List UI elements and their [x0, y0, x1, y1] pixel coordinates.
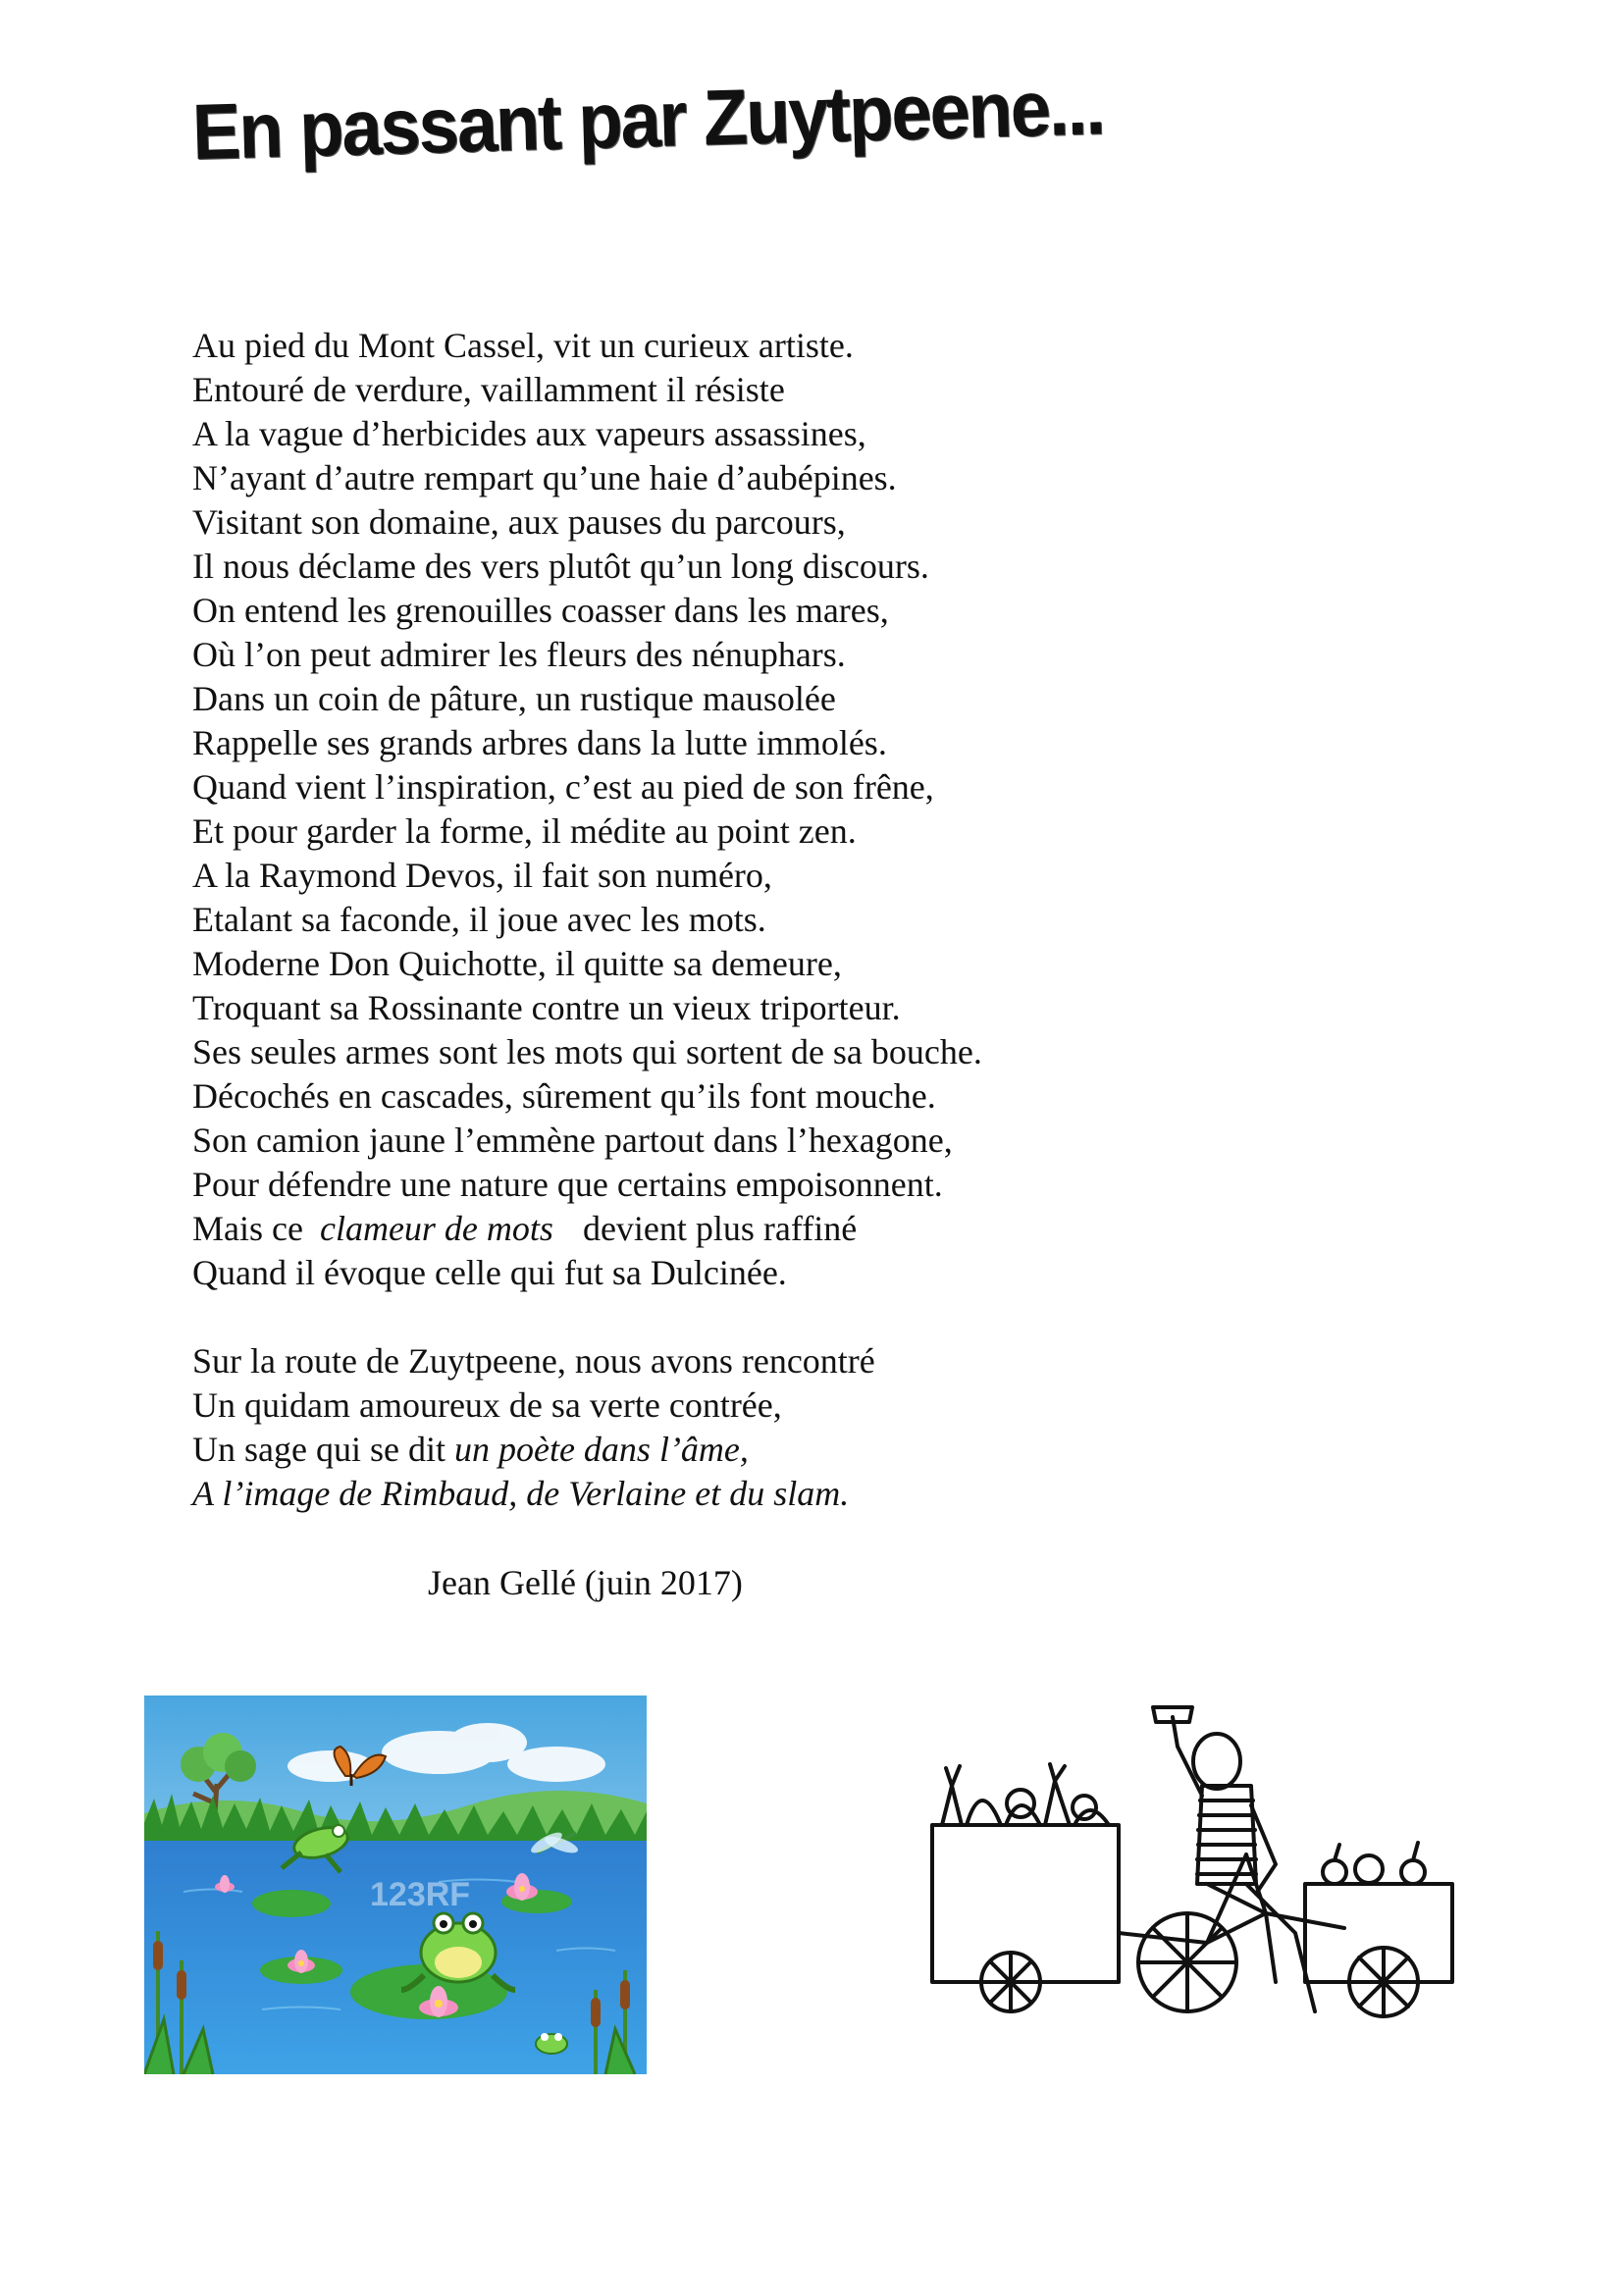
fruits-icon — [1323, 1843, 1425, 1884]
poem-line-italic: A l’image de Rimbaud, de Verlaine et du slam. — [192, 1474, 850, 1513]
watermark-text: 123RF — [370, 1876, 471, 1913]
poem-line: Dans un coin de pâture, un rustique mausolée — [192, 679, 836, 718]
poem-line: Où l’on peut admirer les fleurs des nénuphars. — [192, 635, 846, 674]
poem-line: Quand vient l’inspiration, c’est au pied de son frêne, — [192, 767, 934, 807]
author-signature: Jean Gellé (juin 2017) — [428, 1563, 743, 1602]
poem-line: Pour défendre une nature que certains empoisonnent. — [192, 1165, 943, 1204]
poem-line: A la vague d’herbicides aux vapeurs assassines, — [192, 414, 866, 453]
poem-italic-text: clameur de mots — [319, 1209, 553, 1248]
poem-line: Et pour garder la forme, il médite au point zen. — [192, 811, 857, 851]
poem-line: Quand il évoque celle qui fut sa Dulcinée. — [192, 1253, 787, 1292]
poem-text: Un sage qui se dit — [192, 1430, 454, 1469]
stanza-gap — [192, 1295, 982, 1339]
poem-line: Entouré de verdure, vaillamment il résiste — [192, 370, 785, 409]
poem-line: Sur la route de Zuytpeene, nous avons rencontré — [192, 1341, 875, 1381]
poem-text: Mais ce — [192, 1209, 312, 1248]
poem-body — [192, 324, 982, 1516]
poem-line: A la Raymond Devos, il fait son numéro, — [192, 856, 772, 895]
rider-icon — [1153, 1707, 1315, 2011]
poem-line: Un quidam amoureux de sa verte contrée, — [192, 1385, 782, 1425]
poem-line: Décochés en cascades, sûrement qu’ils font mouche. — [192, 1076, 936, 1116]
poem-line-mixed — [192, 1207, 982, 1251]
triporteur-cyclist-drawing — [922, 1688, 1472, 2051]
rear-box — [1305, 1884, 1452, 1982]
poem-text: devient plus raffiné — [582, 1209, 858, 1248]
pond-frogs-illustration — [144, 1696, 647, 2074]
poem-line: On entend les grenouilles coasser dans les mares, — [192, 591, 889, 630]
vegetables-icon — [942, 1764, 1109, 1825]
poem-title: En passant par Zuytpeene... — [190, 62, 1105, 177]
small-frog-icon — [536, 2033, 567, 2054]
poem-line: Etalant sa faconde, il joue avec les mots. — [192, 900, 766, 939]
poem-line: N’ayant d’autre rempart qu’une haie d’aubépines. — [192, 458, 897, 497]
poem-line: Moderne Don Quichotte, il quitte sa demeure, — [192, 944, 842, 983]
poem-line: Au pied du Mont Cassel, vit un curieux artiste. — [192, 326, 854, 365]
poem-line: Ses seules armes sont les mots qui sortent de sa bouche. — [192, 1032, 982, 1071]
poem-line-mixed — [192, 1428, 982, 1472]
poem-line: Visitant son domaine, aux pauses du parcours, — [192, 502, 846, 542]
poem-line: Rappelle ses grands arbres dans la lutte immolés. — [192, 723, 887, 762]
poem-line: Son camion jaune l’emmène partout dans l’hexagone, — [192, 1121, 953, 1160]
poem-line: Il nous déclame des vers plutôt qu’un long discours. — [192, 547, 929, 586]
poem-line: Troquant sa Rossinante contre un vieux triporteur. — [192, 988, 901, 1027]
poem-italic-text: un poète dans l’âme, — [453, 1430, 749, 1469]
